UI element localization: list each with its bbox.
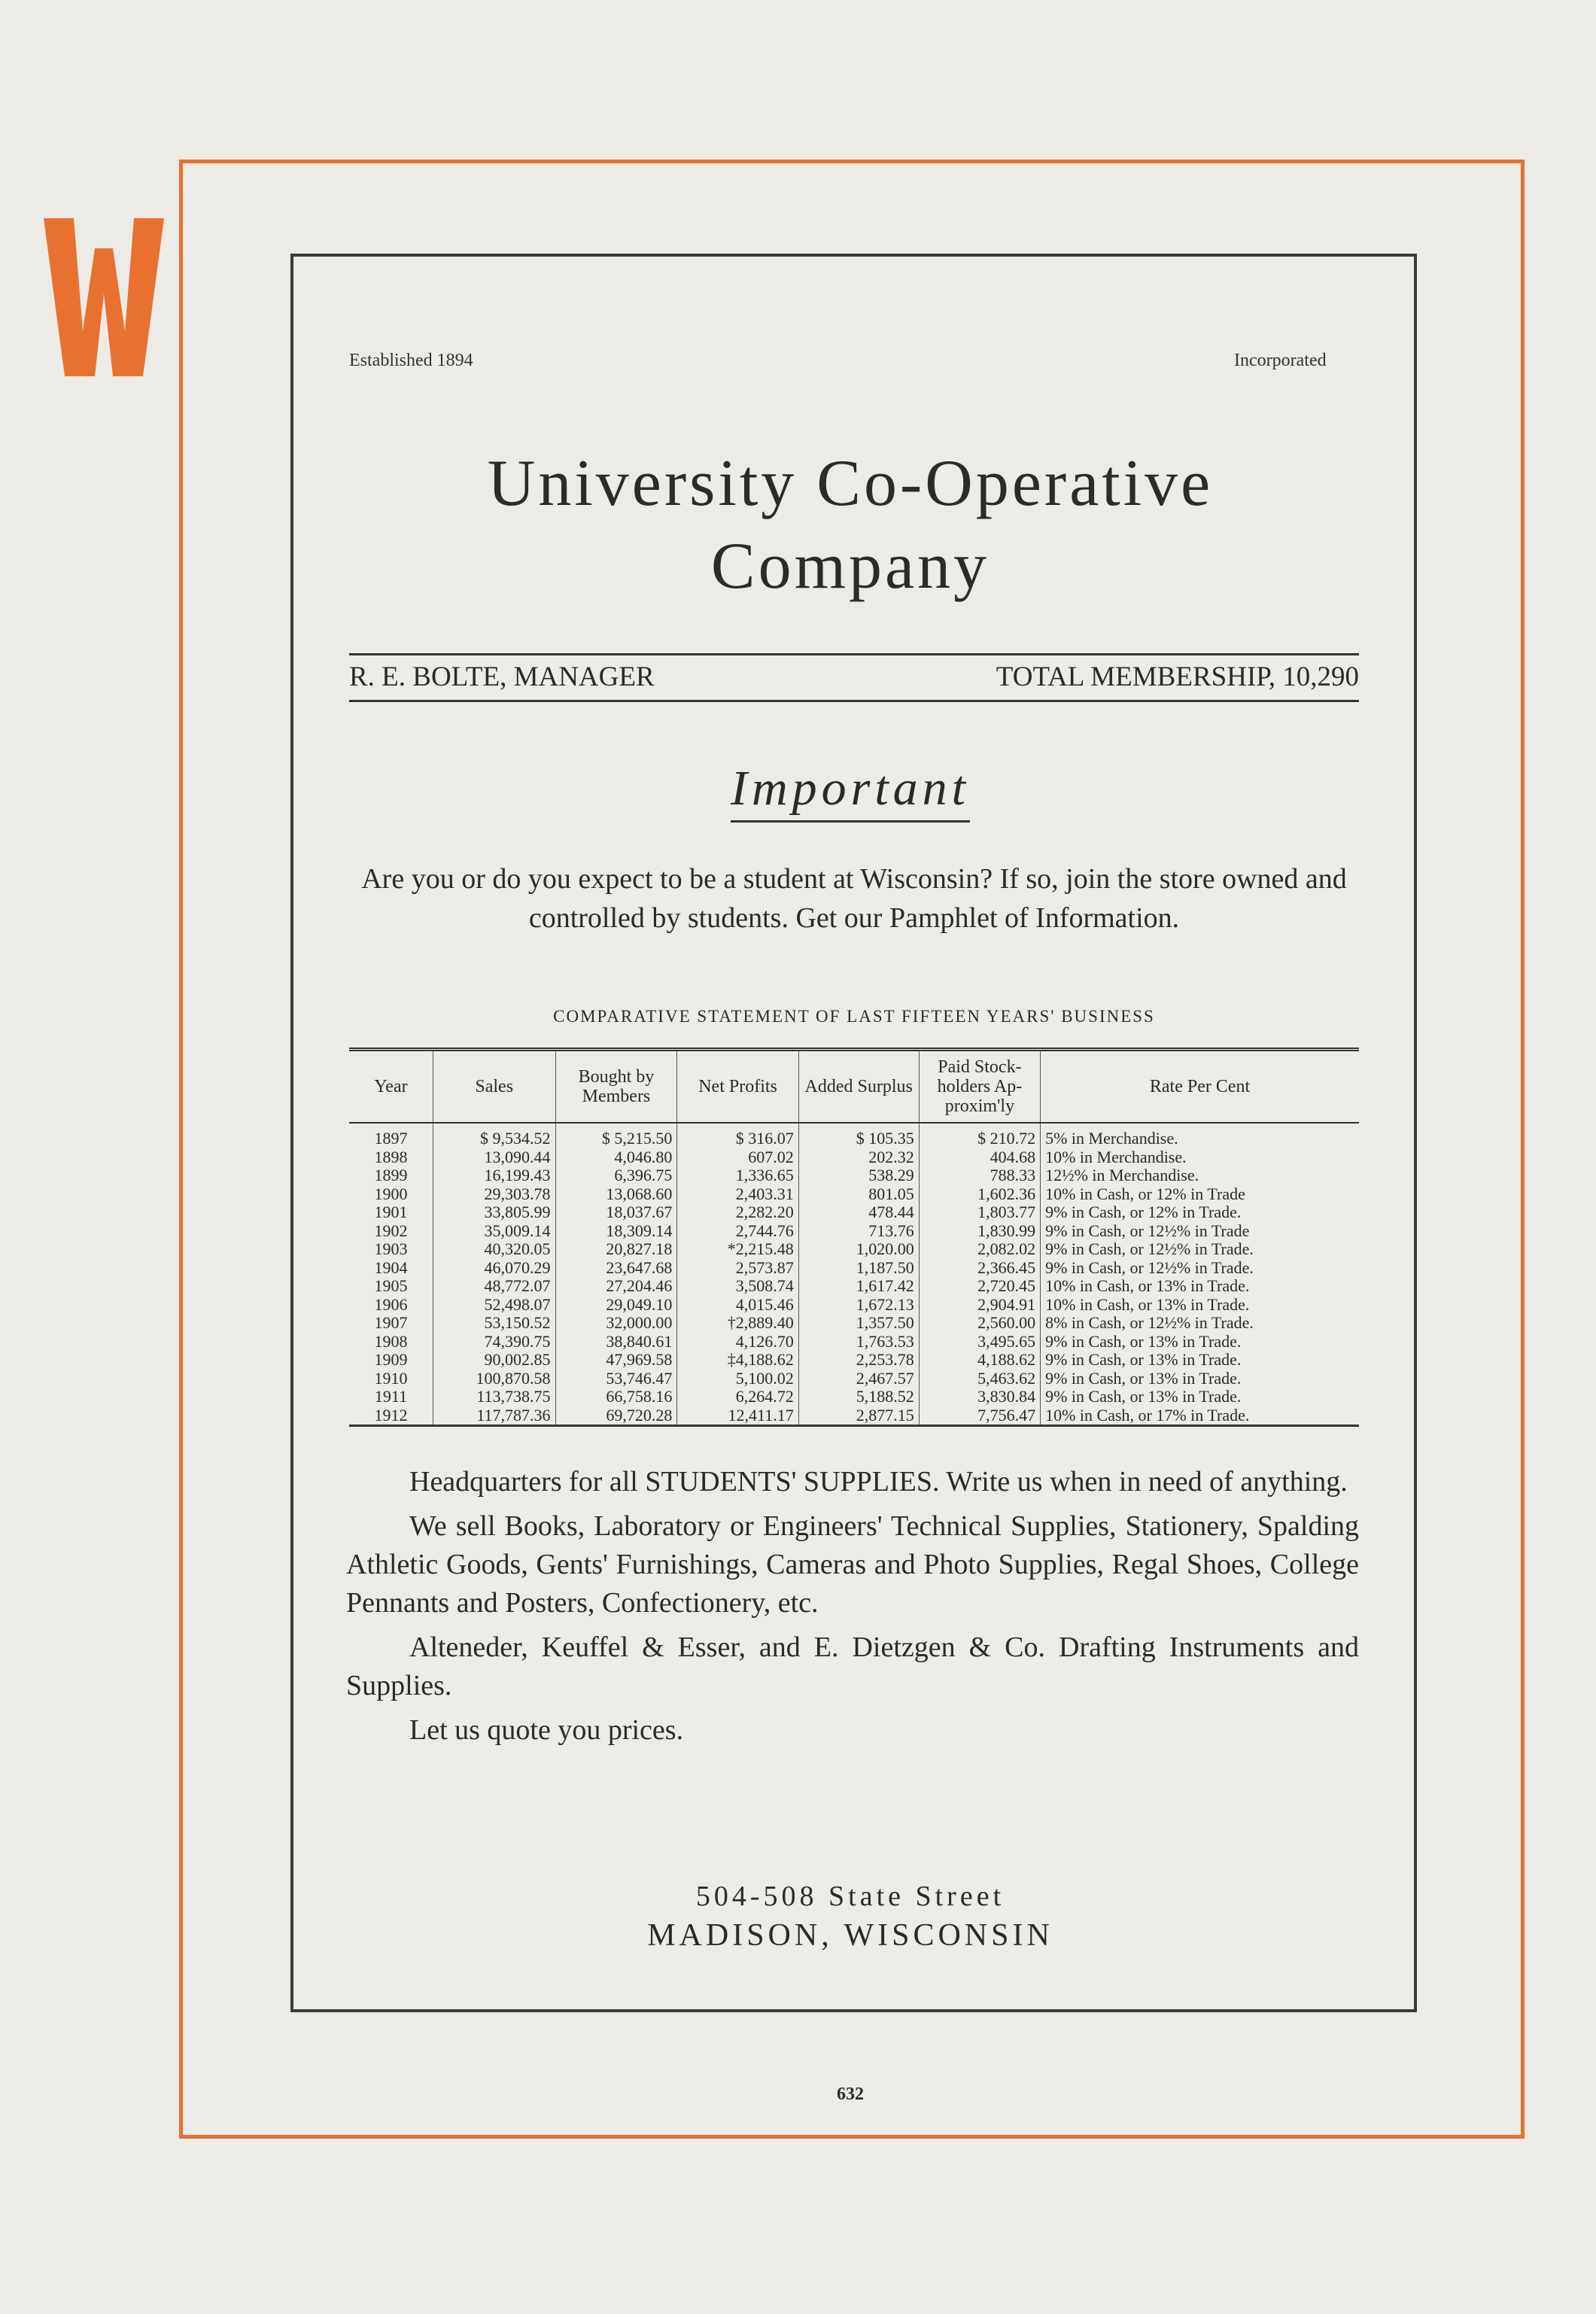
- table-cell: 1,763.53: [798, 1333, 919, 1352]
- table-cell: 4,015.46: [677, 1296, 798, 1315]
- table-cell: 788.33: [919, 1166, 1040, 1185]
- table-cell: $ 105.35: [798, 1123, 919, 1148]
- table-cell: 9% in Cash, or 13% in Trade.: [1041, 1351, 1359, 1370]
- table-row: [349, 1166, 1359, 1185]
- table-cell: 1901: [374, 1203, 408, 1222]
- table-cell: †2,889.40: [677, 1314, 798, 1333]
- table-row: [349, 1203, 1359, 1222]
- table-cell: 1,020.00: [798, 1240, 919, 1259]
- table-cell: 1,672.13: [798, 1296, 919, 1315]
- table-row: [349, 1123, 1359, 1148]
- table-cell: 23,647.68: [555, 1259, 677, 1278]
- table-cell: 29,049.10: [555, 1296, 677, 1315]
- paragraph-quote: Let us quote you prices.: [409, 1714, 684, 1746]
- paragraph-products: We sell Books, Laboratory or Engineers' Technical Supplies, Stationery, Spalding Athletic Goods, Gents' Furnishings, Cameras and Photo Supplies, Regal Shoes, College Pennants and Posters, Confectionery, etc.: [346, 1510, 1359, 1619]
- table-cell: 9% in Cash, or 12½% in Trade: [1041, 1222, 1359, 1241]
- table-cell: 10% in Cash, or 13% in Trade.: [1041, 1277, 1359, 1296]
- table-cell: 1899: [374, 1166, 408, 1185]
- manager-name: R. E. BOLTE, MANAGER: [349, 661, 655, 692]
- intro-paragraph: Are you or do you expect to be a student at Wisconsin? If so, join the store owned and controlled by students. Get our Pamphlet of Information.: [361, 863, 1347, 934]
- table-cell: 7,756.47: [919, 1406, 1040, 1426]
- table-cell: 5% in Merchandise.: [1041, 1123, 1359, 1148]
- table-cell: 9% in Cash, or 13% in Trade.: [1041, 1388, 1359, 1406]
- incorporated-label: Incorporated: [1234, 351, 1327, 370]
- table-cell: 4,188.62: [919, 1351, 1040, 1370]
- table-cell: 69,720.28: [555, 1406, 677, 1426]
- table-cell: 100,870.58: [433, 1370, 555, 1388]
- table-cell: $ 316.07: [677, 1123, 798, 1148]
- table-cell: 117,787.36: [433, 1406, 555, 1426]
- table-cell: 1904: [374, 1257, 408, 1277]
- table-cell: 29,303.78: [433, 1185, 555, 1204]
- table-cell: 2,877.15: [798, 1406, 919, 1426]
- table-cell: 32,000.00: [555, 1314, 677, 1333]
- table-cell: 2,720.45: [919, 1277, 1040, 1296]
- title-line-2: Company: [710, 530, 990, 603]
- address-block: [331, 1880, 1370, 1954]
- company-title: [331, 442, 1370, 608]
- table-cell: 538.29: [798, 1166, 919, 1185]
- column-header: Year: [349, 1050, 433, 1124]
- table-cell: 1909: [374, 1350, 408, 1370]
- table-cell: 1908: [374, 1331, 408, 1351]
- table-cell: 52,498.07: [433, 1296, 555, 1315]
- table-cell: 2,282.20: [677, 1203, 798, 1222]
- total-membership: TOTAL MEMBERSHIP, 10,290: [996, 661, 1359, 692]
- table-cell: 9% in Cash, or 12% in Trade.: [1041, 1203, 1359, 1222]
- table-cell: 713.76: [798, 1222, 919, 1241]
- title-line-1: University Co-Operative: [487, 447, 1214, 520]
- table-cell: 2,573.87: [677, 1259, 798, 1278]
- table-cell: 10% in Merchandise.: [1041, 1148, 1359, 1167]
- table-cell: 9% in Cash, or 13% in Trade.: [1041, 1370, 1359, 1388]
- table-cell: 113,738.75: [433, 1388, 555, 1406]
- table-cell: $ 210.72: [919, 1123, 1040, 1148]
- table-cell: 5,463.62: [919, 1370, 1040, 1388]
- table-row: [349, 1333, 1359, 1352]
- table-row: [349, 1240, 1359, 1259]
- table-cell: 13,068.60: [555, 1185, 677, 1204]
- table-cell: 12,411.17: [677, 1406, 798, 1426]
- table-row: [349, 1370, 1359, 1388]
- divider-top: [349, 653, 1359, 655]
- table-cell: 1,357.50: [798, 1314, 919, 1333]
- table-cell: 5,188.52: [798, 1388, 919, 1406]
- table-cell: 4,126.70: [677, 1333, 798, 1352]
- column-header: Rate Per Cent: [1041, 1050, 1359, 1124]
- column-header: Net Profits: [677, 1050, 798, 1124]
- table-cell: 90,002.85: [433, 1351, 555, 1370]
- table-cell: 1912: [374, 1405, 408, 1425]
- table-cell: $ 5,215.50: [555, 1123, 677, 1148]
- table-cell: 1,336.65: [677, 1166, 798, 1185]
- table-cell: 13,090.44: [433, 1148, 555, 1167]
- table-cell: 2,082.02: [919, 1240, 1040, 1259]
- table-cell: 607.02: [677, 1148, 798, 1167]
- table-cell: 18,037.67: [555, 1203, 677, 1222]
- table-header-row: [349, 1050, 1359, 1124]
- street-address: 504-508 State Street: [695, 1881, 1005, 1912]
- body-copy: [346, 1463, 1359, 1756]
- table-cell: 10% in Cash, or 13% in Trade.: [1041, 1296, 1359, 1315]
- table-cell: 3,495.65: [919, 1333, 1040, 1352]
- table-cell: 1907: [374, 1313, 408, 1333]
- table-cell: 1903: [374, 1239, 408, 1259]
- table-cell: 1905: [374, 1276, 408, 1296]
- table-cell: 46,070.29: [433, 1259, 555, 1278]
- table-row: [349, 1296, 1359, 1315]
- table-cell: 4,046.80: [555, 1148, 677, 1167]
- established-label: Established 1894: [349, 351, 473, 370]
- table-cell: 2,467.57: [798, 1370, 919, 1388]
- table-cell: 3,830.84: [919, 1388, 1040, 1406]
- table-cell: 1,187.50: [798, 1259, 919, 1278]
- table-cell: 6,264.72: [677, 1388, 798, 1406]
- table-cell: 1902: [374, 1221, 408, 1240]
- table-row: [349, 1185, 1359, 1204]
- city-state: MADISON, WISCONSIN: [647, 1918, 1053, 1953]
- table-cell: 3,508.74: [677, 1277, 798, 1296]
- table-cell: 40,320.05: [433, 1240, 555, 1259]
- table-cell: 1897: [374, 1129, 408, 1148]
- table-cell: 2,366.45: [919, 1259, 1040, 1278]
- table-cell: 74,390.75: [433, 1333, 555, 1352]
- table-cell: 33,805.99: [433, 1203, 555, 1222]
- table-cell: 1,617.42: [798, 1277, 919, 1296]
- table-cell: 1906: [374, 1294, 408, 1314]
- paragraph-headquarters: Headquarters for all STUDENTS' SUPPLIES. Write us when in need of anything.: [409, 1466, 1348, 1498]
- table-cell: 18,309.14: [555, 1222, 677, 1241]
- table-cell: 53,150.52: [433, 1314, 555, 1333]
- table-row: [349, 1277, 1359, 1296]
- table-cell: 53,746.47: [555, 1370, 677, 1388]
- table-cell: 9% in Cash, or 12½% in Trade.: [1041, 1240, 1359, 1259]
- table-cell: 47,969.58: [555, 1351, 677, 1370]
- table-cell: 20,827.18: [555, 1240, 677, 1259]
- column-header: Added Surplus: [798, 1050, 919, 1124]
- table-row: [349, 1222, 1359, 1241]
- page-number: 632: [837, 2084, 864, 2104]
- table-cell: 9% in Cash, or 12½% in Trade.: [1041, 1259, 1359, 1278]
- table-cell: 10% in Cash, or 17% in Trade.: [1041, 1406, 1359, 1426]
- business-statement-table: [349, 1048, 1359, 1427]
- table-cell: 2,560.00: [919, 1314, 1040, 1333]
- table-cell: 12½% in Merchandise.: [1041, 1166, 1359, 1185]
- table-cell: 2,744.76: [677, 1222, 798, 1241]
- table-cell: 1910: [374, 1368, 408, 1388]
- table-cell: 1,803.77: [919, 1203, 1040, 1222]
- column-header: Sales: [433, 1050, 555, 1124]
- column-header: Bought by Members: [555, 1050, 677, 1124]
- table-cell: 2,403.31: [677, 1185, 798, 1204]
- table-cell: 1911: [374, 1387, 408, 1406]
- table-cell: 1900: [374, 1184, 408, 1203]
- important-heading: Important: [731, 760, 970, 823]
- table-cell: 1,602.36: [919, 1185, 1040, 1204]
- paragraph-drafting: Alteneder, Keuffel & Esser, and E. Dietzgen & Co. Drafting Instruments and Supplies.: [346, 1631, 1359, 1701]
- table-cell: 66,758.16: [555, 1388, 677, 1406]
- table-cell: 48,772.07: [433, 1277, 555, 1296]
- table-cell: *2,215.48: [677, 1240, 798, 1259]
- table-row: [349, 1148, 1359, 1167]
- table-cell: 35,009.14: [433, 1222, 555, 1241]
- table-cell: 1898: [374, 1147, 408, 1166]
- table-row: [349, 1388, 1359, 1406]
- table-cell: 2,253.78: [798, 1351, 919, 1370]
- table-row: [349, 1314, 1359, 1333]
- table-row: [349, 1406, 1359, 1426]
- table-cell: ‡4,188.62: [677, 1351, 798, 1370]
- table-cell: 16,199.43: [433, 1166, 555, 1185]
- table-cell: 9% in Cash, or 13% in Trade.: [1041, 1333, 1359, 1352]
- important-heading-wrap: [331, 760, 1370, 823]
- table-cell: 38,840.61: [555, 1333, 677, 1352]
- column-header: Paid Stock-holders Ap-proxim'ly: [919, 1050, 1040, 1124]
- table-row: [349, 1259, 1359, 1278]
- table-cell: $ 9,534.52: [433, 1123, 555, 1148]
- table-cell: 404.68: [919, 1148, 1040, 1167]
- table-caption: COMPARATIVE STATEMENT OF LAST FIFTEEN YEARS' BUSINESS: [553, 1007, 1155, 1026]
- table-body: [349, 1123, 1359, 1426]
- table-cell: 478.44: [798, 1203, 919, 1222]
- table-cell: 1,830.99: [919, 1222, 1040, 1241]
- wisconsin-w-logo: [44, 218, 164, 384]
- table-cell: 801.05: [798, 1185, 919, 1204]
- table-cell: 27,204.46: [555, 1277, 677, 1296]
- divider-bottom: [349, 700, 1359, 702]
- table-cell: 5,100.02: [677, 1370, 798, 1388]
- table-cell: 2,904.91: [919, 1296, 1040, 1315]
- manager-row: [349, 661, 1359, 693]
- table-row: [349, 1351, 1359, 1370]
- table-cell: 10% in Cash, or 12% in Trade: [1041, 1185, 1359, 1204]
- table-cell: 202.32: [798, 1148, 919, 1167]
- table-cell: 6,396.75: [555, 1166, 677, 1185]
- table-cell: 8% in Cash, or 12½% in Trade.: [1041, 1314, 1359, 1333]
